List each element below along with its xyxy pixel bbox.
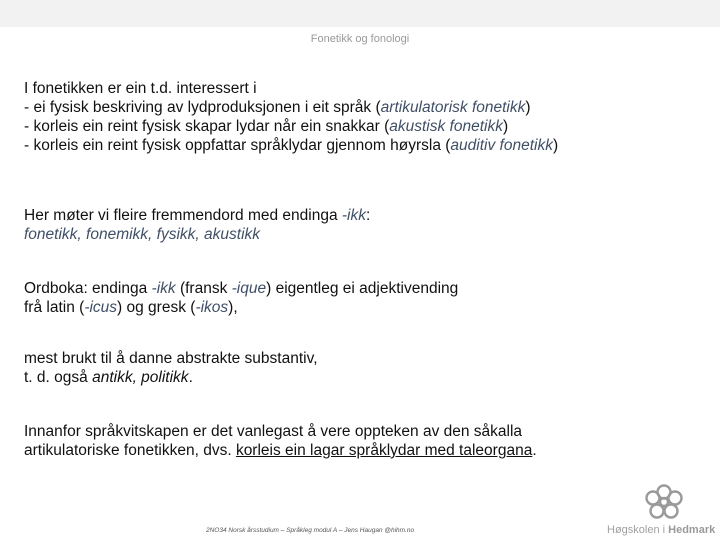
header-bar <box>0 0 720 27</box>
term: -ikk <box>341 207 366 224</box>
text: : <box>365 207 371 224</box>
text-line <box>24 79 558 98</box>
text-line <box>24 368 318 387</box>
text: (fransk <box>175 280 232 297</box>
text: - ei fysisk beskriving av lydproduksjonen i eit språk ( <box>24 99 381 116</box>
text-line <box>24 441 537 460</box>
term: akustisk fonetikk <box>389 118 503 135</box>
brand-bold: Hedmark <box>668 524 716 536</box>
text: t. d. også <box>24 369 93 386</box>
text: ) <box>552 137 559 154</box>
text-line <box>24 422 537 441</box>
text: Ordboka: endinga <box>24 280 152 297</box>
text-line <box>24 98 558 117</box>
paragraph-sprakvitskap <box>24 422 537 460</box>
term: fonetikk, fonemikk, fysikk, akustikk <box>24 226 261 243</box>
text: - korleis ein reint fysisk oppfattar språklydar gjennom høyrsla ( <box>24 137 451 154</box>
paragraph-fremmendord <box>24 206 370 244</box>
paragraph-substantiv <box>24 349 318 387</box>
footer-text: 2NO34 Norsk årsstudium – Språkleg modul A – Jens Haugan @hihm.no <box>206 527 415 534</box>
paragraph-ordboka <box>24 279 458 317</box>
text-line <box>24 225 370 244</box>
term: -icus <box>84 299 118 316</box>
text: ) <box>525 99 531 116</box>
term: -ique <box>231 280 267 297</box>
text: artikulatoriske fonetikken, dvs. <box>24 442 236 459</box>
text-line <box>24 136 558 155</box>
term: auditiv fonetikk <box>450 137 553 154</box>
text-line <box>24 279 458 298</box>
underlined-text: korleis ein lagar språklydar med taleorgana <box>235 442 533 459</box>
term: -ikos <box>195 299 229 316</box>
brand-name <box>607 524 715 536</box>
term: antikk, politikk <box>92 369 189 386</box>
text: ) eigentleg ei adjektivending <box>266 280 459 297</box>
text-line <box>24 298 458 317</box>
text: Her møter vi fleire fremmendord med endinga <box>24 207 342 224</box>
text-line <box>24 117 558 136</box>
term: -ikk <box>151 280 176 297</box>
text: ) <box>502 118 509 135</box>
term: artikulatorisk fonetikk <box>380 99 526 116</box>
text-line <box>24 206 370 225</box>
text: frå latin ( <box>24 299 85 316</box>
paragraph-fonetikk-intro <box>24 79 558 155</box>
text: mest brukt til å danne abstrakte substantiv, <box>24 350 318 367</box>
text: - korleis ein reint fysisk skapar lydar når ein snakkar ( <box>24 118 390 135</box>
slide-title: Fonetikk og fonologi <box>310 33 410 45</box>
text-line <box>24 349 318 368</box>
text: Innanfor språkvitskapen er det vanlegast å vere oppteken av den såkalla <box>24 423 523 440</box>
text: . <box>188 369 193 386</box>
brand-light: Høgskolen i <box>607 524 669 536</box>
text: ), <box>228 299 238 316</box>
text: . <box>532 442 537 459</box>
text: I fonetikken er ein t.d. interessert i <box>24 80 257 97</box>
text: ) og gresk ( <box>117 299 196 316</box>
flower-logo-icon <box>642 483 686 523</box>
